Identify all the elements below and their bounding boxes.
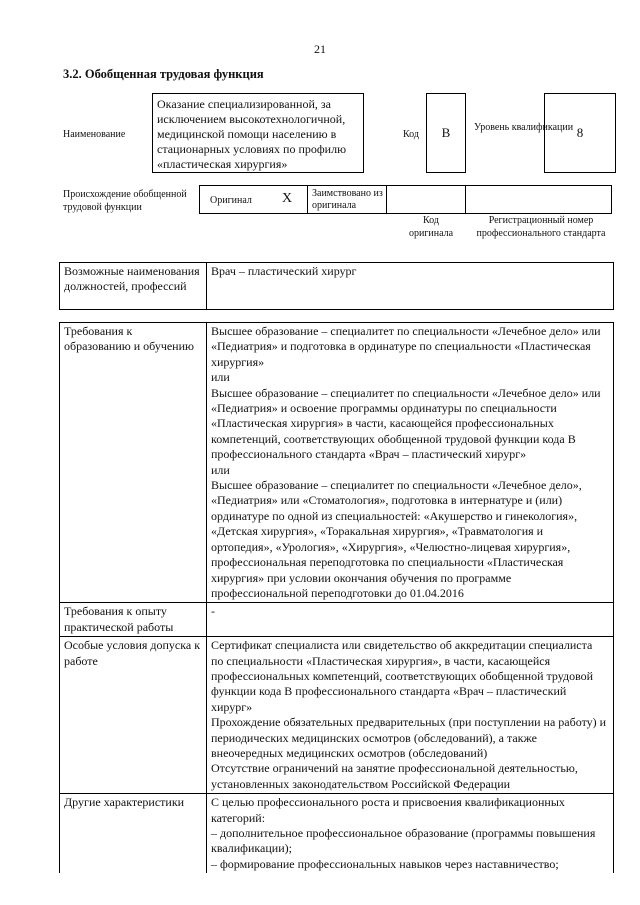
code-value-box: B [426,93,466,173]
function-name-box: Оказание специализированной, за исключением высокотехнологичной, медицинской помощи населению в стационарных условиях по профилю «пластическая хирургия» [152,93,364,173]
education-line: или [211,462,230,477]
other-label: Другие характеристики [60,794,207,874]
admission-value [207,637,614,794]
borrowed-label: Заимствовано из оригинала [312,188,383,211]
positions-label: Возможные наименования должностей, профессий [60,263,207,310]
positions-value: Врач – пластический хирург [207,263,614,310]
section-title: 3.2. Обобщенная трудовая функция [63,67,264,81]
education-value [207,323,614,603]
origin-label: Происхождение обобщенной трудовой функции [63,189,187,213]
education-line: Высшее образование – специалитет по специальности «Лечебное дело», «Педиатрия» или «Стоматология», подготовка в интернатуре и (или) ординатуре по одной из специальностей: «Акушерство и гинекология», «Детская хирургия», «Торакальная хирургия», «Травматология и ортопедия», «Урология», «Хирургия», «Челюстно-лицевая хирургия», профессиональная переподготовка по специальности «Пластическая хирургия» при условии окончания обучения по программе профессиональной переподготовки до 01.04.2016 [211,478,582,600]
requirements-table [59,322,614,873]
other-line: С целью профессионального роста и присвоения квалификационных категорий: [211,795,565,825]
other-line: – дополнительное профессиональное образование (программы повышения квалификации); [211,826,596,856]
code-label: Код [403,129,419,140]
table-row [60,263,614,310]
table-row [60,637,614,794]
qualification-level-box: 8 [544,93,616,173]
other-line: – формирование профессиональных навыков через наставничество; [211,856,559,871]
education-line: Высшее образование – специалитет по специальности «Лечебное дело» или «Педиатрия» и освоение программы ординатуры по специальности «Пластическая хирургия» в части, касающейся профессиональных компетенций, соответствующих обобщенной трудовой функции кода B профессионального стандарта «Врач – пластический хирург» [211,385,601,462]
experience-label: Требования к опыту практической работы [60,603,207,637]
qualification-level-label: Уровень квалификации [474,122,574,133]
positions-table [59,262,614,310]
education-label: Требования к образованию и обучению [60,323,207,603]
table-row [60,323,614,603]
page-number: 21 [314,42,326,56]
admission-line: Прохождение обязательных предварительных (при поступлении на работу) и периодических медицинских осмотров (обследований), а также внеочередных медицинских осмотров (обследований) [211,715,607,760]
admission-line: Отсутствие ограничений на занятие профессиональной деятельностью, установленных законодательством Российской Федерации [211,761,578,791]
origin-row [199,185,612,214]
original-label: Оригинал [210,195,252,206]
origin-borrowed-cell [308,186,387,213]
original-mark: X [282,191,293,206]
table-row [60,794,614,874]
education-line: Высшее образование – специалитет по специальности «Лечебное дело» или «Педиатрия» и подготовка в ординатуре по специальности «Пластическая хирургия» [211,324,601,369]
origin-reg-caption: Регистрационный номер профессионального стандарта [476,215,606,239]
admission-label: Особые условия допуска к работе [60,637,207,794]
education-line: или [211,370,230,385]
table-row [60,603,614,637]
experience-value [207,603,614,637]
origin-reg-cell [466,186,613,213]
name-label: Наименование [63,129,126,140]
admission-line: Сертификат специалиста или свидетельство об аккредитации специалиста по специальности «Пластическая хирургия», в части, касающейся профессиональных компетенций, соответствующих обобщенной трудовой функции кода B профессионального стандарта «Врач – пластический хирург» [211,638,594,714]
origin-code-caption: Код оригинала [408,215,454,239]
origin-code-cell [387,186,466,213]
experience-line: - [211,604,215,619]
origin-original-cell [200,186,308,213]
other-value [207,794,614,874]
